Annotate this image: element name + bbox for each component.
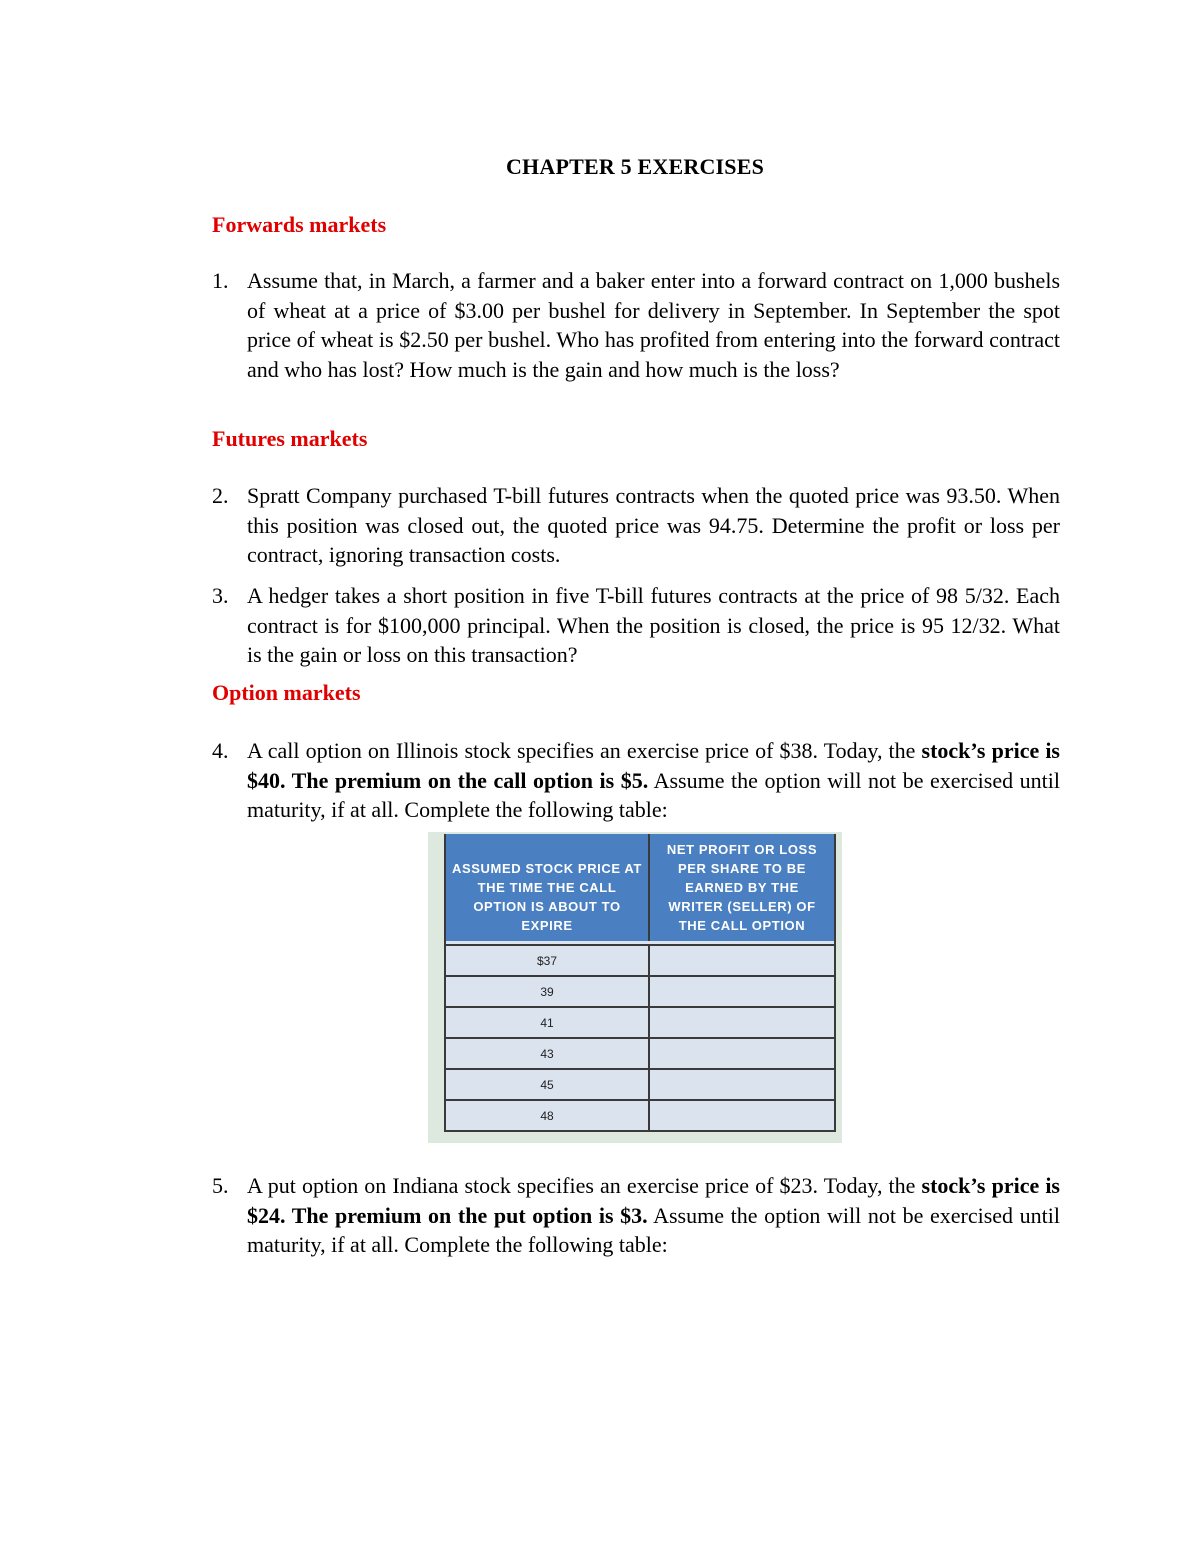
stock-price-cell: 41: [445, 1007, 649, 1038]
exercise-1: [212, 266, 1060, 384]
exercise-text: Spratt Company purchased T-bill futures contracts when the quoted price was 93.50. When this position was closed out, the quoted price was 94.75. Determine the profit or loss per contract, ignoring transaction costs.: [247, 483, 1060, 567]
exercise-number: 4.: [212, 738, 229, 763]
table-row: [445, 1100, 835, 1131]
profit-cell[interactable]: [649, 1069, 835, 1100]
exercise-3: [212, 581, 1060, 670]
table-header-stock-price: ASSUMED STOCK PRICE AT THE TIME THE CALL OPTION IS ABOUT TO EXPIRE: [445, 834, 649, 941]
exercise-text-bold: stock’s price is $24. The premium on the put option is $3.: [247, 1173, 1060, 1228]
table-row: [445, 976, 835, 1007]
table-row: [445, 1007, 835, 1038]
profit-cell[interactable]: [649, 1038, 835, 1069]
exercise-text-part: Assume the option will not be exercised until maturity, if at all. Complete the following table:: [247, 767, 1060, 822]
profit-cell[interactable]: [649, 1007, 835, 1038]
exercise-text-part: A put option on Indiana stock specifies an exercise price of $23. Today, the: [247, 1173, 922, 1198]
exercise-number: 5.: [212, 1173, 229, 1198]
profit-cell[interactable]: [649, 976, 835, 1007]
profit-cell[interactable]: [649, 945, 835, 976]
call-option-table-figure: [428, 832, 842, 1143]
table-header-net-profit: NET PROFIT OR LOSS PER SHARE TO BE EARNED BY THE WRITER (SELLER) OF THE CALL OPTION: [649, 834, 835, 941]
stock-price-cell: 39: [445, 976, 649, 1007]
exercise-4: [212, 736, 1060, 825]
call-option-table: [444, 834, 836, 1132]
stock-price-cell: $37: [445, 945, 649, 976]
stock-price-cell: 48: [445, 1100, 649, 1131]
exercise-text-bold: stock’s price is $40. The premium on the call option is $5.: [247, 738, 1060, 793]
stock-price-cell: 43: [445, 1038, 649, 1069]
section-heading-futures: Futures markets: [212, 426, 368, 451]
exercise-2: [212, 481, 1060, 570]
exercise-number: 2.: [212, 483, 229, 508]
table-row: [445, 945, 835, 976]
section-heading-options: Option markets: [212, 680, 361, 705]
exercise-text-part: Assume the option will not be exercised until maturity, if at all. Complete the following table:: [247, 1202, 1060, 1257]
table-row: [445, 1069, 835, 1100]
table-row: [445, 1038, 835, 1069]
exercise-text: [247, 1171, 1060, 1260]
exercise-text: [247, 736, 1060, 825]
exercise-text: A hedger takes a short position in five T-bill futures contracts at the price of 98 5/32. Each contract is for $100,000 principal. When the position is closed, the price is 95 12/32. What is the gain or loss on this transaction?: [247, 583, 1060, 667]
exercise-text: Assume that, in March, a farmer and a baker enter into a forward contract on 1,000 bushels of wheat at a price of $3.00 per bushel for delivery in September. In September the spot price of wheat is $2.50 per bushel. Who has profited from entering into the forward contract and who has lost? How much is the gain and how much is the loss?: [247, 268, 1060, 382]
section-heading-forwards: Forwards markets: [212, 212, 387, 237]
profit-cell[interactable]: [649, 1100, 835, 1131]
page-title: CHAPTER 5 EXERCISES: [505, 154, 765, 179]
exercise-5: [212, 1171, 1060, 1260]
exercise-number: 3.: [212, 583, 229, 608]
exercise-number: 1.: [212, 268, 229, 293]
stock-price-cell: 45: [445, 1069, 649, 1100]
exercise-text-part: A call option on Illinois stock specifies an exercise price of $38. Today, the: [247, 738, 922, 763]
